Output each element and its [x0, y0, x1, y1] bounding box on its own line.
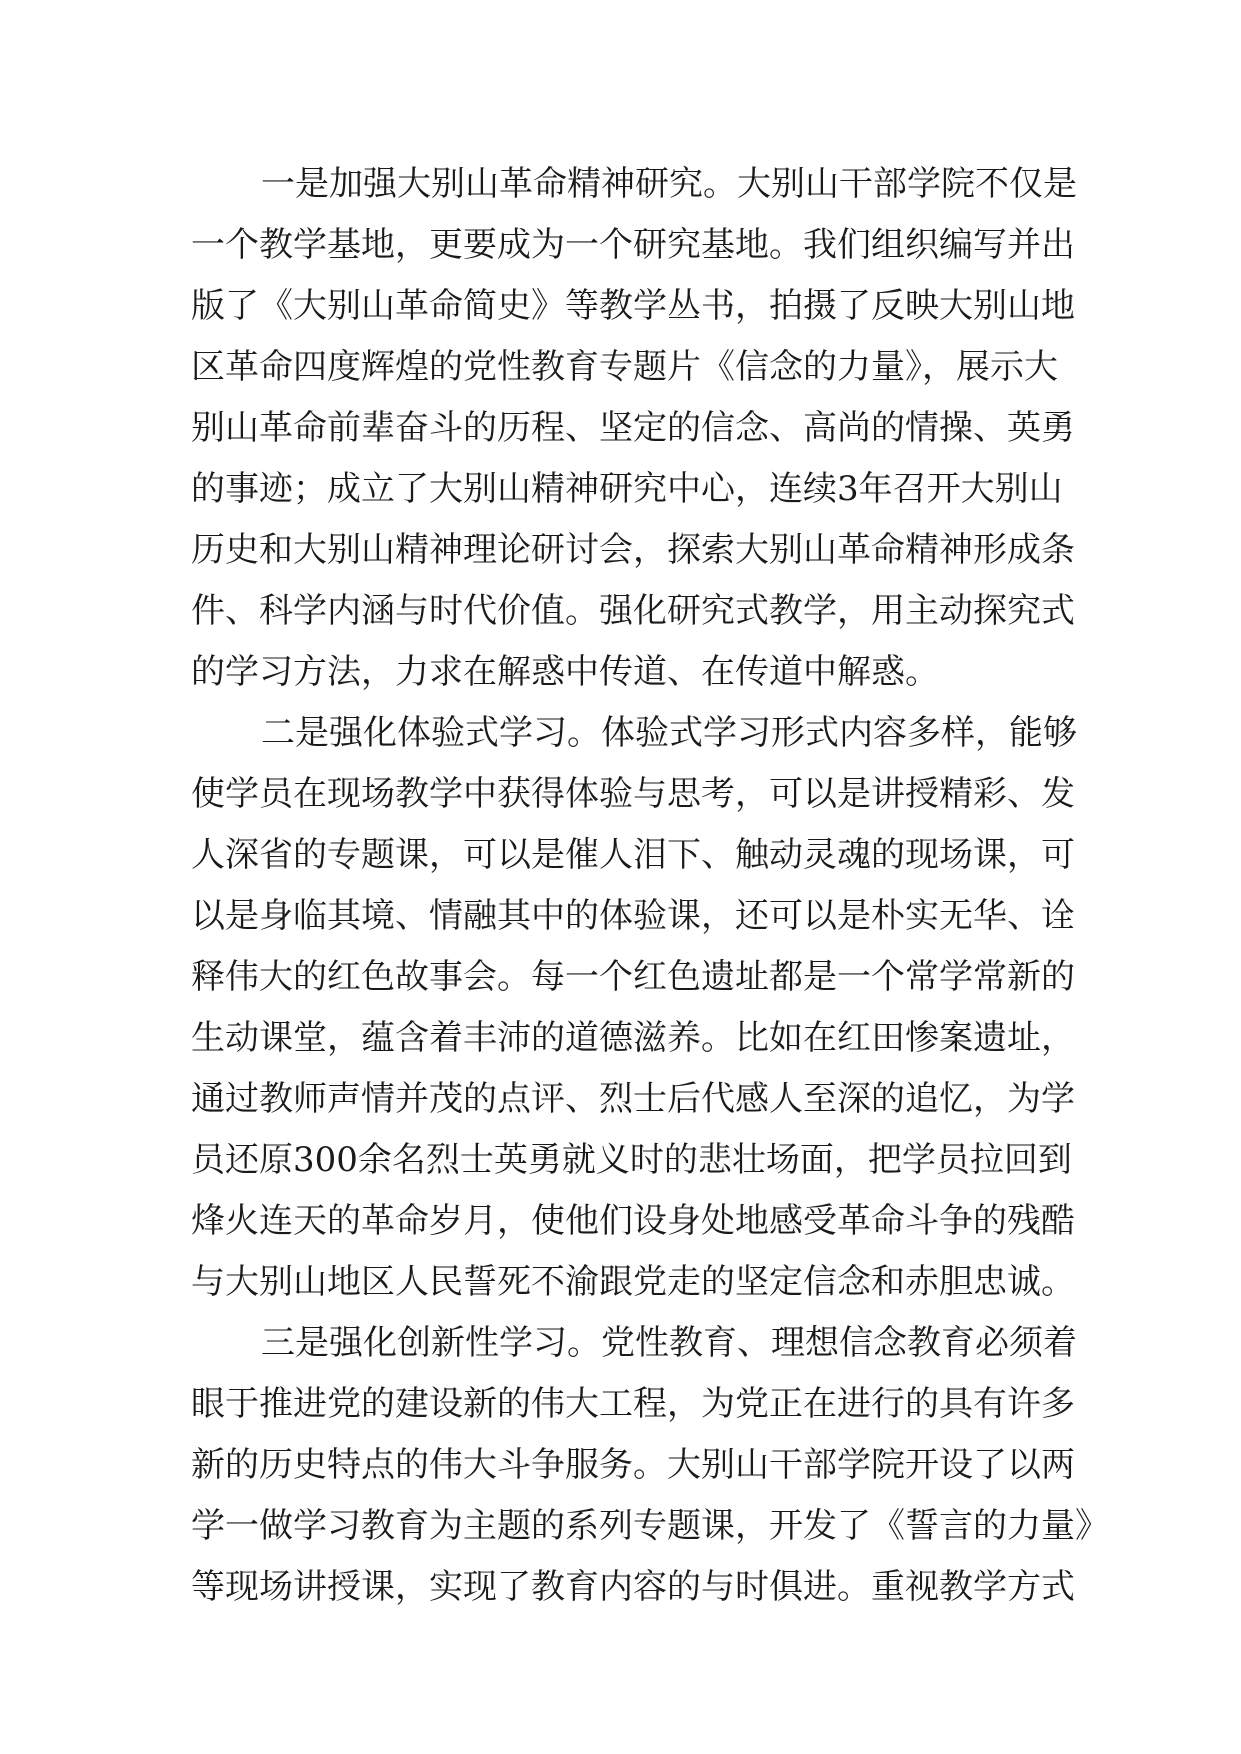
text-line: 烽火连天的革命岁月，使他们设身处地感受革命斗争的残酷 [191, 1201, 1075, 1241]
paragraph-innovative-learning [191, 1313, 1109, 1618]
text-line: 以是身临其境、情融其中的体验课，还可以是朴实无华、诠 [191, 896, 1075, 936]
paragraph-revolutionary-spirit-research [191, 154, 1077, 703]
text-line: 与大别山地区人民誓死不渝跟党走的坚定信念和赤胆忠诚。 [191, 1262, 1075, 1302]
text-line: 学一做学习教育为主题的系列专题课，开发了《誓言的力量》 [191, 1506, 1109, 1546]
text-line: 人深省的专题课，可以是催人泪下、触动灵魂的现场课，可 [191, 835, 1075, 875]
document-body [191, 154, 1109, 1618]
text-line: 使学员在现场教学中获得体验与思考，可以是讲授精彩、发 [191, 774, 1075, 814]
text-line: 的学习方法，力求在解惑中传道、在传道中解惑。 [191, 652, 939, 692]
text-line: 通过教师声情并茂的点评、烈士后代感人至深的追忆，为学 [191, 1079, 1075, 1119]
text-line: 版了《大别山革命简史》等教学丛书，拍摄了反映大别山地 [191, 286, 1075, 326]
text-line: 眼于推进党的建设新的伟大工程，为党正在进行的具有许多 [191, 1384, 1075, 1424]
text-line: 一是加强大别山革命精神研究。大别山干部学院不仅是 [261, 164, 1077, 204]
text-line: 释伟大的红色故事会。每一个红色遗址都是一个常学常新的 [191, 957, 1075, 997]
text-line: 别山革命前辈奋斗的历程、坚定的信念、高尚的情操、英勇 [191, 408, 1075, 448]
text-line: 区革命四度辉煌的党性教育专题片《信念的力量》，展示大 [191, 347, 1058, 387]
text-line: 的事迹；成立了大别山精神研究中心，连续3年召开大别山 [191, 469, 1063, 509]
text-line: 生动课堂，蕴含着丰沛的道德滋养。比如在红田惨案遗址， [191, 1018, 1075, 1058]
text-line: 件、科学内涵与时代价值。强化研究式教学，用主动探究式 [191, 591, 1075, 631]
text-line: 员还原300余名烈士英勇就义时的悲壮场面，把学员拉回到 [191, 1140, 1072, 1180]
text-line: 一个教学基地，更要成为一个研究基地。我们组织编写并出 [191, 225, 1075, 265]
text-line: 等现场讲授课，实现了教育内容的与时俱进。重视教学方式 [191, 1567, 1075, 1607]
text-line: 历史和大别山精神理论研讨会，探索大别山革命精神形成条 [191, 530, 1075, 570]
text-line: 三是强化创新性学习。党性教育、理想信念教育必须着 [261, 1323, 1077, 1363]
paragraph-experiential-learning [191, 703, 1077, 1313]
text-line: 新的历史特点的伟大斗争服务。大别山干部学院开设了以两 [191, 1445, 1075, 1485]
text-line: 二是强化体验式学习。体验式学习形式内容多样，能够 [261, 713, 1077, 753]
